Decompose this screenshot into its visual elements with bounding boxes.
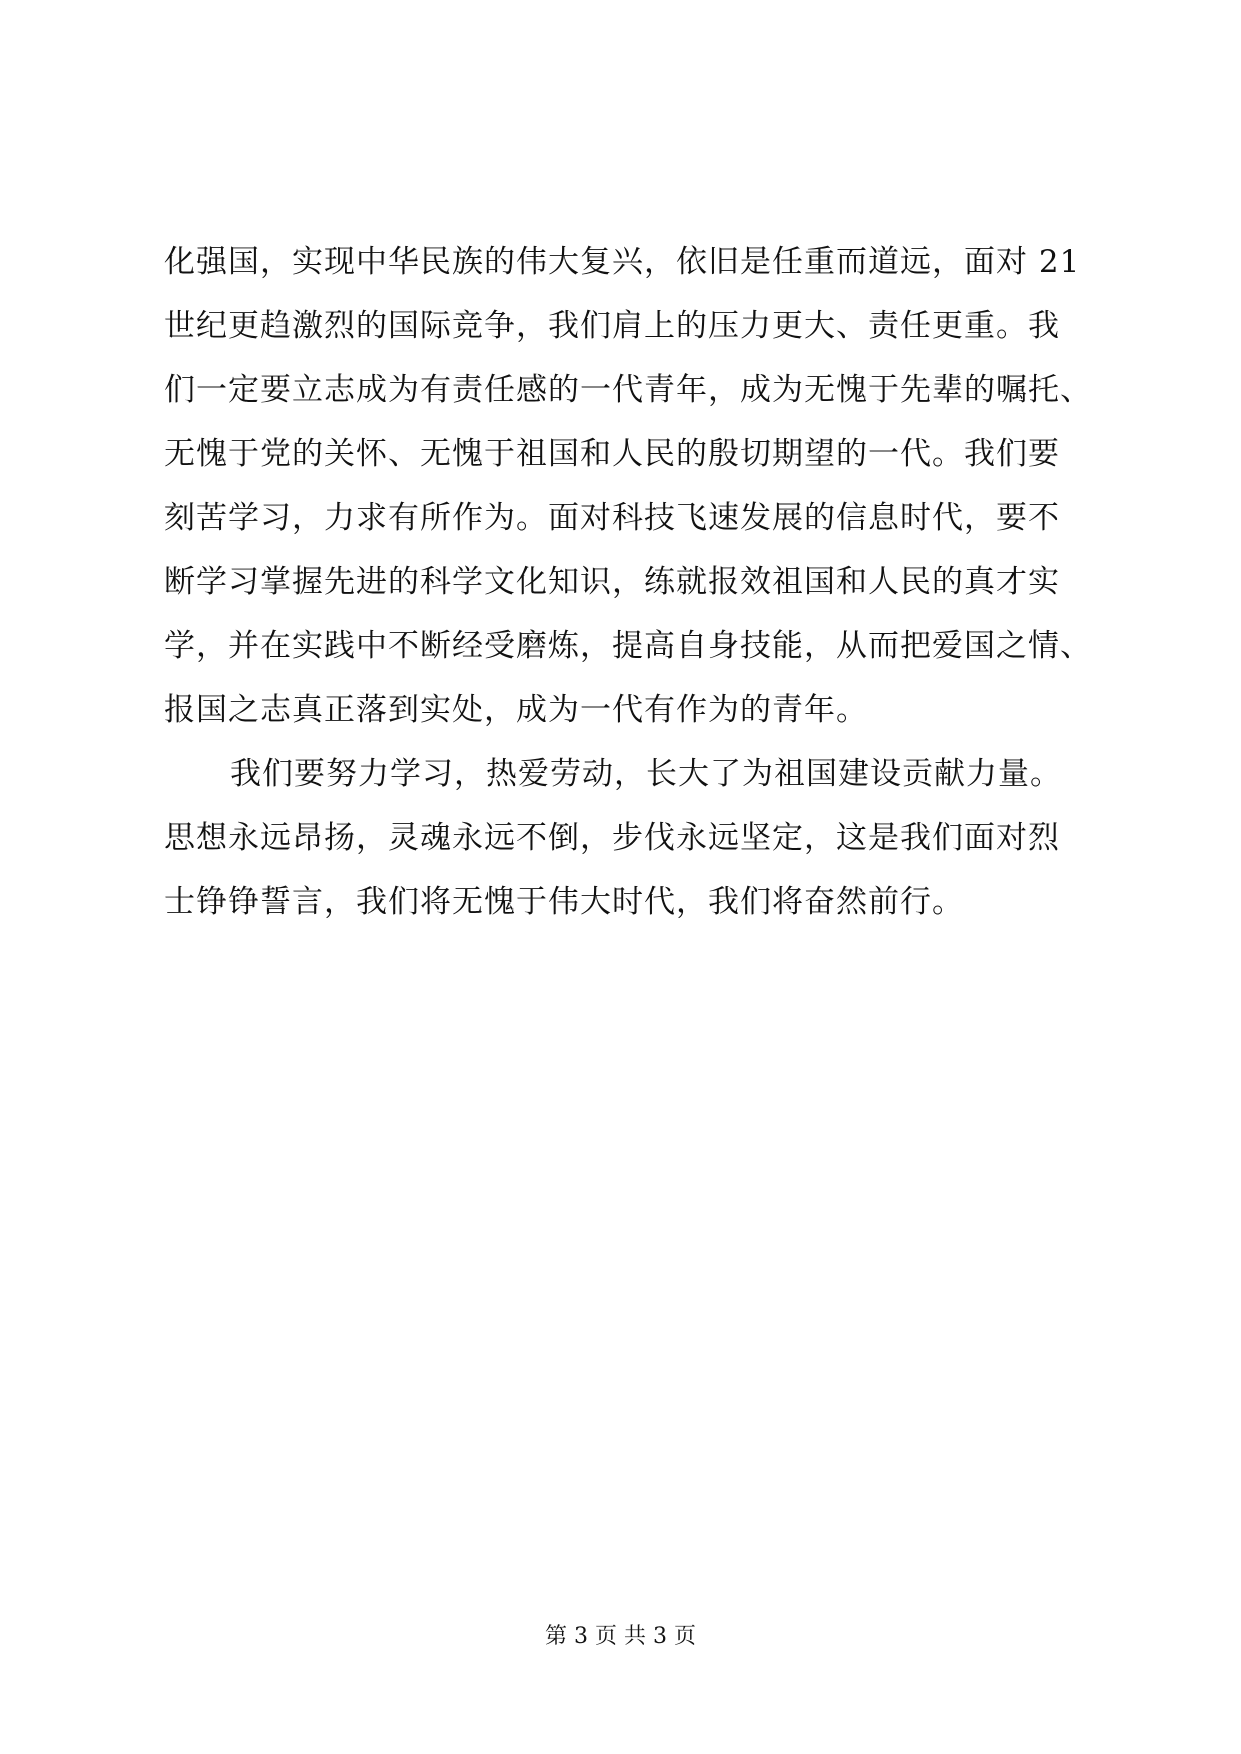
text-line: 士铮铮誓言，我们将无愧于伟大时代，我们将奋然前行。 bbox=[164, 884, 964, 920]
text-line: 报国之志真正落到实处，成为一代有作为的青年。 bbox=[164, 692, 868, 728]
body-text bbox=[164, 230, 1124, 934]
text-line: 断学习掌握先进的科学文化知识，练就报效祖国和人民的真才实 bbox=[164, 564, 1060, 600]
text-line: 世纪更趋激烈的国际竞争，我们肩上的压力更大、责任更重。我 bbox=[164, 308, 1060, 344]
text-line: 们一定要立志成为有责任感的一代青年，成为无愧于先辈的嘱托、 bbox=[164, 372, 1092, 408]
text-line: 无愧于党的关怀、无愧于祖国和人民的殷切期望的一代。我们要 bbox=[164, 436, 1060, 472]
text-line: 思想永远昂扬，灵魂永远不倒，步伐永远坚定，这是我们面对烈 bbox=[164, 820, 1060, 856]
paragraph-start-line: 我们要努力学习，热爱劳动，长大了为祖国建设贡献力量。 bbox=[230, 756, 1062, 792]
text-line: 化强国，实现中华民族的伟大复兴，依旧是任重而道远，面对 21 bbox=[164, 244, 1081, 280]
page-number-footer: 第 3 页 共 3 页 bbox=[545, 1624, 696, 1649]
text-line: 学，并在实践中不断经受磨炼，提高自身技能，从而把爱国之情、 bbox=[164, 628, 1092, 664]
text-line: 刻苦学习，力求有所作为。面对科技飞速发展的信息时代，要不 bbox=[164, 500, 1060, 536]
